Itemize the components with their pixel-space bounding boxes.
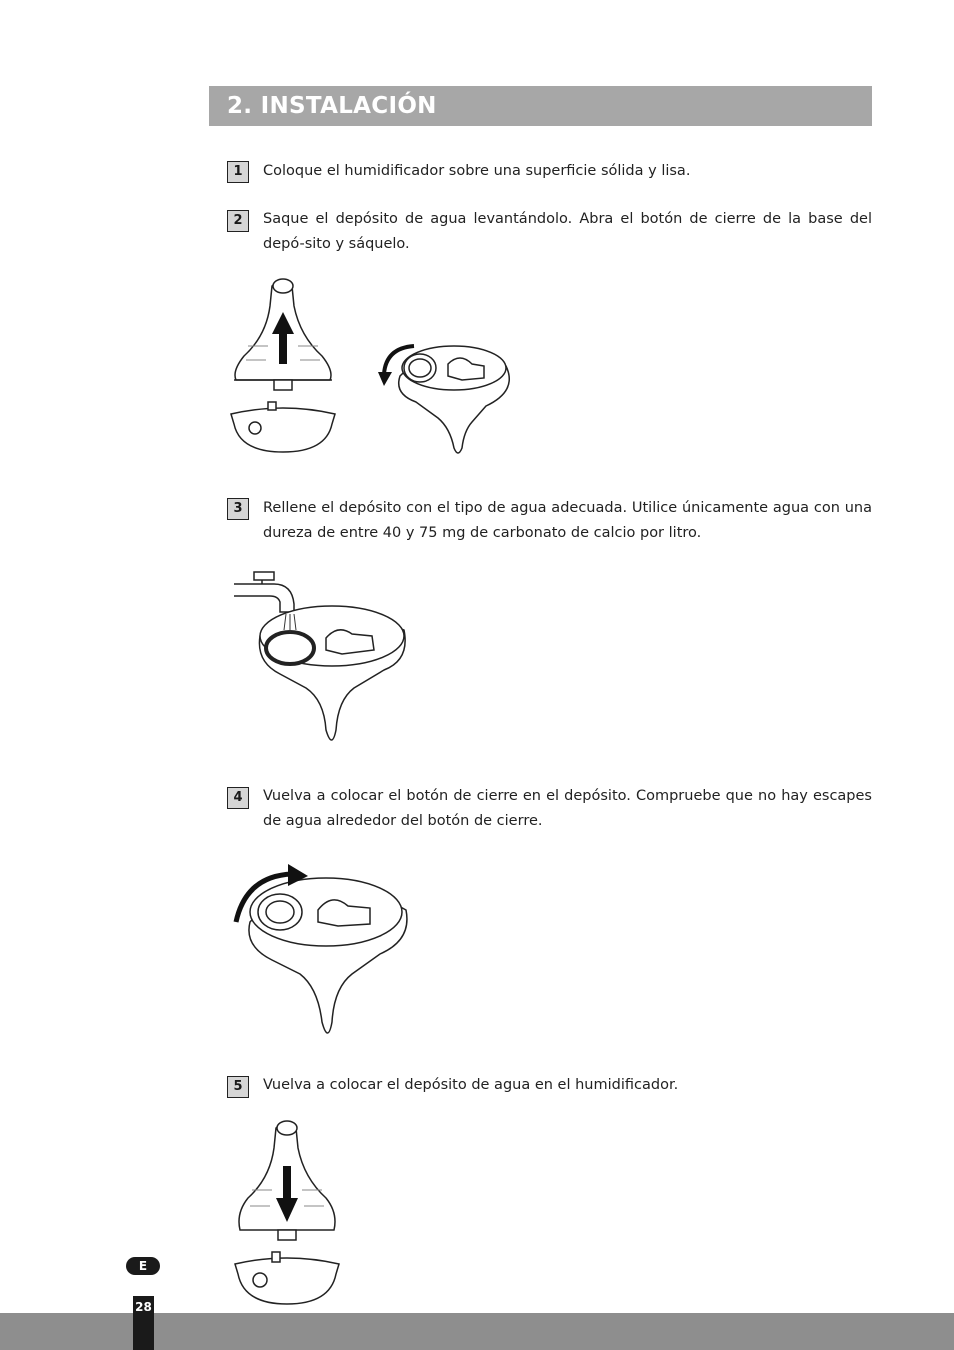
page-number-tab (133, 1296, 154, 1350)
fill-water-illustration (234, 570, 409, 755)
replace-tank-illustration (232, 1118, 342, 1308)
step-text-1: Coloque el humidificador sobre una superficie sólida y lisa. (263, 163, 691, 179)
step-text-5: Vuelva a colocar el depósito de agua en el humidificador. (263, 1077, 679, 1093)
step-text-4: Vuelva a colocar el botón de cierre en el depósito. Compruebe que no hay escapes de agua alrededor del botón de cierre. (263, 788, 872, 829)
step-text-3: Rellene el depósito con el tipo de agua adecuada. Utilice únicamente agua con una dureza de entre 40 y 75 mg de carbonato de calcio por litro. (263, 500, 872, 541)
close-cap-illustration (230, 862, 410, 1044)
step-number-1: 1 (227, 161, 249, 183)
step-number-4: 4 (227, 787, 249, 809)
page-number: 28 (135, 1300, 152, 1314)
step-number-3: 3 (227, 498, 249, 520)
open-cap-illustration (376, 336, 516, 460)
language-badge: E (126, 1257, 160, 1275)
section-title: 2. INSTALACIÓN (227, 93, 437, 119)
lift-tank-illustration (228, 276, 338, 456)
step-number-2: 2 (227, 210, 249, 232)
section-header (209, 86, 872, 126)
step-number-5: 5 (227, 1076, 249, 1098)
step-text-2: Saque el depósito de agua levantándolo. Abra el botón de cierre de la base del depó-sito y sáquelo. (263, 211, 872, 252)
